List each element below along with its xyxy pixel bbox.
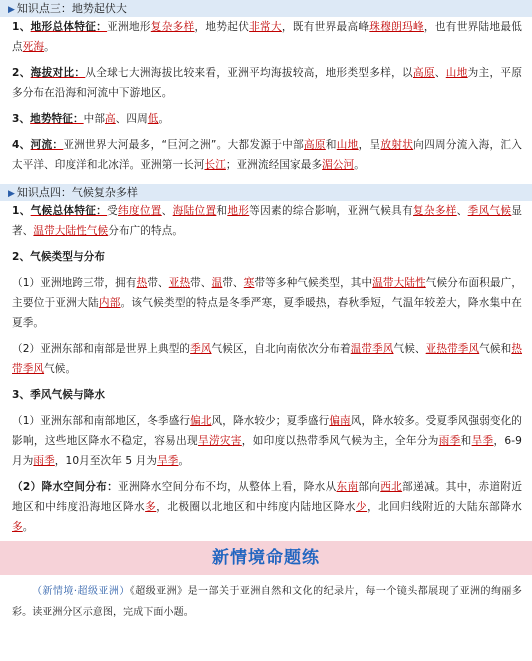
item-title: 气候总体特征： bbox=[30, 205, 108, 217]
k4-item-2-title: 2、气候类型与分布 bbox=[12, 251, 106, 263]
text: 亚洲地形 bbox=[107, 21, 151, 33]
text: 、 bbox=[434, 67, 446, 79]
answer: 旱涝灾害 bbox=[198, 435, 242, 447]
k3-item-3 bbox=[12, 109, 522, 129]
text: 受 bbox=[107, 205, 119, 217]
answer: 纬度位置 bbox=[118, 205, 162, 217]
text: 亚洲世界大河最多，“巨河之洲”。大都发源于中部 bbox=[63, 139, 305, 151]
text: 从全球七大洲海拔比较来看，亚洲平均海拔较高，地形类型多样，以 bbox=[85, 67, 413, 79]
text: ，10月至次年 5 月为 bbox=[54, 455, 158, 467]
answer: 西北 bbox=[380, 481, 403, 493]
item-number: 2、 bbox=[12, 67, 31, 79]
answer: 高原 bbox=[304, 139, 326, 151]
context-paragraph bbox=[12, 581, 522, 623]
answer: 亚热 bbox=[168, 277, 191, 289]
answer: 低 bbox=[147, 113, 159, 125]
text: ，6-9 月为 bbox=[12, 435, 523, 467]
item-title: 海拔对比： bbox=[30, 67, 86, 79]
answer: 季风 bbox=[190, 343, 212, 355]
k3-item-1 bbox=[12, 17, 522, 57]
answer: 东南 bbox=[336, 481, 359, 493]
text: 。 bbox=[22, 521, 34, 533]
answer: 珠穆朗玛峰 bbox=[369, 21, 424, 33]
context-text: 《超级亚洲》是一部关于亚洲自然和文化的纪录片，每一个镜头都展现了亚洲的绚丽多彩。读亚洲分区示意图，完成下面小题。 bbox=[12, 586, 522, 618]
answer: 偏北 bbox=[190, 415, 212, 427]
text: 带、 bbox=[147, 277, 169, 289]
answer: 地形 bbox=[227, 205, 250, 217]
text: 风，降水较少；夏季盛行 bbox=[211, 415, 330, 427]
k4-paragraph-1 bbox=[12, 273, 522, 333]
answer: 雨季 bbox=[438, 435, 461, 447]
text: ，呈 bbox=[358, 139, 381, 151]
text: 和 bbox=[325, 139, 337, 151]
text: 为主，平原多分布在沿海和河流中下游地区。 bbox=[12, 67, 523, 99]
item-title: 地势特征： bbox=[30, 113, 84, 125]
text: 亚洲降水空间分布不均，从整体上看，降水从 bbox=[118, 481, 337, 493]
text: 气候和 bbox=[479, 343, 512, 355]
answer: 复杂多样 bbox=[150, 21, 195, 33]
answer: 山地 bbox=[445, 67, 468, 79]
text: ，既有世界最高峰 bbox=[281, 21, 370, 33]
section-banner: 新情境命题练 bbox=[0, 541, 532, 575]
text: ，北回归线附近的大陆东部降水 bbox=[367, 501, 523, 513]
paragraph-lead: （2）降水空间分布： bbox=[12, 481, 119, 493]
text: 。该气候类型的特点是冬季严寒，夏季暖热，春秋季短，气温年较差大，降水集中在夏季。 bbox=[12, 297, 522, 329]
text: 、四周 bbox=[115, 113, 148, 125]
answer: 复杂多样 bbox=[413, 205, 457, 217]
answer: 偏南 bbox=[329, 415, 351, 427]
section-title: 知识点三：地势起伏大 bbox=[16, 2, 127, 15]
text: （2）亚洲东部和南部是世界上典型的 bbox=[12, 343, 191, 355]
text: （1）亚洲东部和南部地区，冬季盛行 bbox=[12, 415, 191, 427]
text: 。 bbox=[354, 159, 365, 171]
text: 气候分布面积最广，主要位于亚洲大陆 bbox=[12, 277, 523, 309]
triangle-icon: ▶ bbox=[8, 189, 15, 199]
text: 。 bbox=[158, 113, 170, 125]
item-title: 河流： bbox=[30, 139, 64, 151]
triangle-icon: ▶ bbox=[8, 5, 15, 15]
k4-item-1 bbox=[12, 201, 522, 241]
answer: 旱季 bbox=[157, 455, 179, 467]
text: 。 bbox=[178, 455, 190, 467]
answer: 多 bbox=[145, 501, 157, 513]
answer: 多 bbox=[12, 521, 23, 533]
text: 向四周分流入海，汇入太平洋、印度洋和北冰洋。亚洲第一长河 bbox=[12, 139, 523, 171]
text: 带、 bbox=[222, 277, 244, 289]
answer: 内部 bbox=[98, 297, 121, 309]
text: ，地势起伏 bbox=[194, 21, 250, 33]
text: 分布广的特点。 bbox=[108, 225, 184, 237]
answer: 高原 bbox=[412, 67, 435, 79]
k4-paragraph-3 bbox=[12, 411, 522, 471]
section-header-k4 bbox=[0, 184, 532, 201]
text: ，北极圈以北地区和中纬度内陆地区降水 bbox=[156, 501, 356, 513]
answer: 温带大陆性 bbox=[372, 277, 426, 289]
text: 气候。 bbox=[44, 363, 77, 375]
answer: 温 bbox=[211, 277, 223, 289]
context-tag: （新情境·超级亚洲） bbox=[32, 586, 130, 597]
text: 、 bbox=[456, 205, 468, 217]
k3-item-4 bbox=[12, 135, 522, 175]
answer: 旱季 bbox=[471, 435, 494, 447]
text: 。 bbox=[44, 41, 55, 53]
text: 带、 bbox=[190, 277, 212, 289]
item-title: 地形总体特征： bbox=[30, 21, 108, 33]
text: 气候区，自北向南依次分布着 bbox=[211, 343, 351, 355]
text: 和 bbox=[460, 435, 472, 447]
text: 等因素的综合影响，亚洲气候具有 bbox=[249, 205, 414, 217]
k3-item-2 bbox=[12, 63, 522, 103]
answer: 温带大陆性气候 bbox=[33, 225, 109, 237]
answer: 寒 bbox=[243, 277, 255, 289]
answer: 高 bbox=[105, 113, 116, 125]
answer: 亚热带季风 bbox=[425, 343, 480, 355]
answer: 湄公河 bbox=[322, 159, 355, 171]
text: 带等多种气候类型，其中 bbox=[254, 277, 373, 289]
k4-item-3-title: 3、季风气候与降水 bbox=[12, 389, 106, 401]
item-number: 3、 bbox=[12, 113, 31, 125]
text: ，如印度以热带季风气候为主，全年分为 bbox=[241, 435, 439, 447]
text: ；亚洲流经国家最多 bbox=[225, 159, 323, 171]
answer: 海陆位置 bbox=[172, 205, 217, 217]
text: 风，降水较多。受夏季风强弱变化的影响，这些地区降水不稳定，容易出现 bbox=[12, 415, 522, 447]
answer: 雨季 bbox=[33, 455, 55, 467]
text: 、 bbox=[161, 205, 173, 217]
text: ，也有世界陆地最低点 bbox=[12, 21, 523, 53]
answer: 温带季风 bbox=[350, 343, 394, 355]
answer: 少 bbox=[355, 501, 368, 513]
item-number: 1、 bbox=[12, 21, 31, 33]
answer: 热带季风 bbox=[12, 343, 523, 375]
item-number: 4、 bbox=[12, 139, 31, 151]
answer: 长江 bbox=[204, 159, 226, 171]
text: 气候、 bbox=[393, 343, 426, 355]
k4-paragraph-4 bbox=[12, 477, 522, 537]
text: 和 bbox=[216, 205, 228, 217]
answer: 非常大 bbox=[249, 21, 282, 33]
answer: 放射状 bbox=[380, 139, 414, 151]
item-number: 1、 bbox=[12, 205, 31, 217]
answer: 热 bbox=[136, 277, 148, 289]
k4-paragraph-2 bbox=[12, 339, 522, 379]
section-title: 知识点四：气候复杂多样 bbox=[16, 186, 138, 199]
text: 中部 bbox=[83, 113, 106, 125]
text: （1）亚洲地跨三带，拥有 bbox=[12, 277, 137, 289]
text: 部递减。其中，赤道附近地区和中纬度沿海地区降水 bbox=[12, 481, 523, 513]
text: 显著、 bbox=[12, 205, 523, 237]
section-header-k3 bbox=[0, 0, 532, 17]
text: 部向 bbox=[358, 481, 381, 493]
answer: 季风气候 bbox=[467, 205, 512, 217]
answer: 山地 bbox=[336, 139, 359, 151]
answer: 死海 bbox=[22, 41, 45, 53]
